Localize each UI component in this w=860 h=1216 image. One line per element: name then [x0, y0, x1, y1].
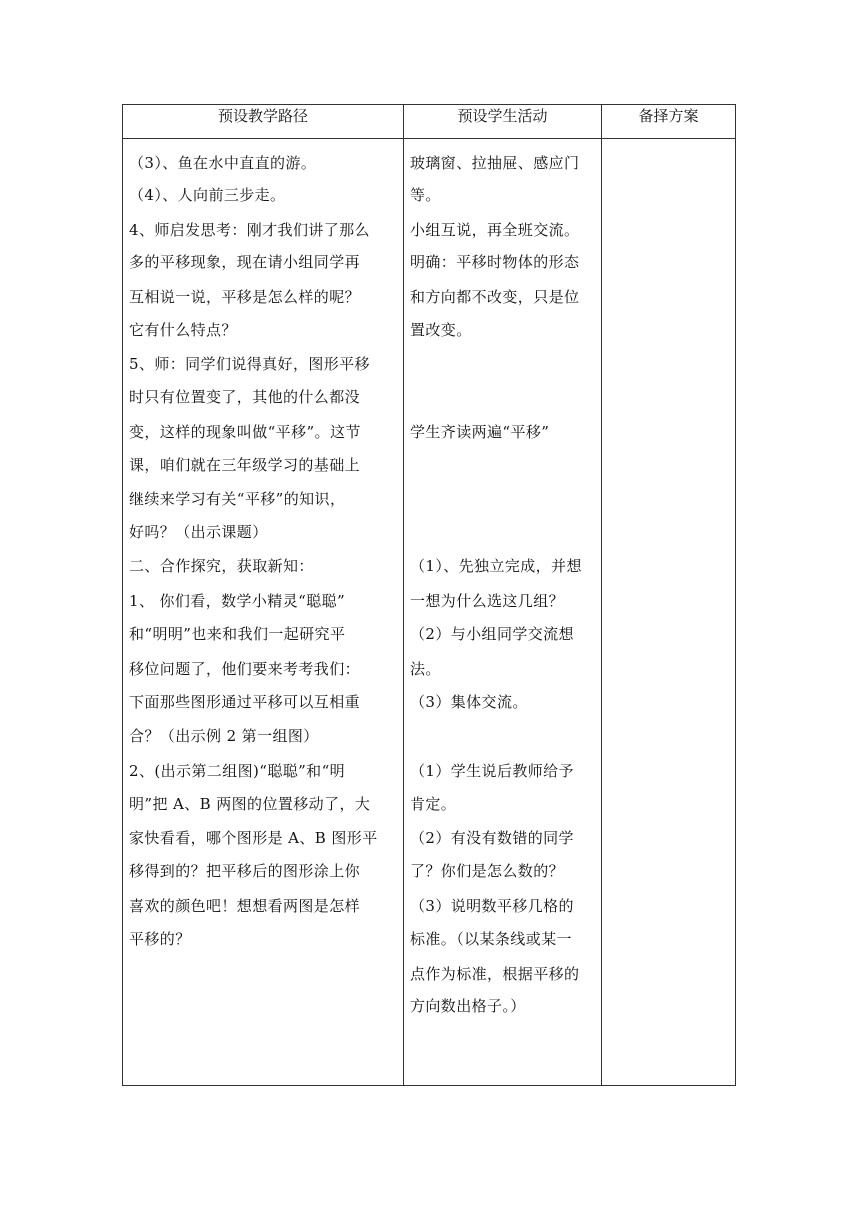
header-teaching-path: 预设教学路径 — [123, 105, 404, 139]
student-activity-line: （1）学生说后教师给予 — [410, 762, 574, 780]
teaching-path-line: 合？（出示例 2 第一组图） — [129, 727, 319, 745]
student-activity-line: （3）集体交流。 — [410, 693, 528, 711]
teaching-path-line: 家快看看，哪个图形是 A、B 图形平 — [129, 829, 378, 847]
student-activity-line: 置改变。 — [410, 321, 472, 339]
header-student-activity: 预设学生活动 — [404, 105, 602, 139]
table-header-row — [123, 105, 736, 139]
student-activity-cell — [404, 139, 602, 1086]
table-body-row — [123, 139, 736, 1086]
student-activity-line: 肯定。 — [410, 795, 457, 813]
student-activity-line: （3）说明数平移几格的 — [410, 897, 574, 915]
teaching-path-line: 多的平移现象，现在请小组同学再 — [129, 253, 361, 271]
teaching-path-line: 1、 你们看，数学小精灵“聪聪” — [129, 592, 346, 610]
teaching-path-line: 4、师启发思考：刚才我们讲了那么 — [129, 221, 370, 239]
teaching-path-line: 喜欢的颜色吧！想想看两图是怎样 — [129, 897, 361, 915]
student-activity-line: 标准。（以某条线或某一 — [410, 930, 572, 948]
teaching-path-line: 5、师：同学们说得真好，图形平移 — [129, 355, 370, 373]
student-activity-line: 和方向都不改变，只是位 — [410, 288, 580, 306]
student-activity-line: 了？你们是怎么数的？ — [410, 862, 565, 880]
teaching-path-line: 它有什么特点？ — [129, 321, 237, 339]
alternative-plan-cell — [602, 139, 736, 1086]
teaching-path-line: 二、合作探究，获取新知： — [129, 557, 314, 575]
teaching-path-line: 平移的？ — [129, 930, 191, 948]
teaching-path-line: 变，这样的现象叫做“平移”。这节 — [129, 423, 361, 441]
teaching-path-line: 互相说一说，平移是怎么样的呢？ — [129, 288, 361, 306]
student-activity-line: 一想为什么选这几组？ — [410, 592, 565, 610]
header-alternative-plan: 备择方案 — [602, 105, 736, 139]
teaching-path-line: 继续来学习有关“平移”的知识， — [129, 490, 346, 508]
teaching-path-line: 明”把 A、B 两图的位置移动了，大 — [129, 795, 371, 813]
student-activity-line: （1）、先独立完成，并想 — [410, 557, 582, 575]
teaching-path-line: 课，咱们就在三年级学习的基础上 — [129, 456, 361, 474]
student-activity-line: 玻璃窗、拉抽屉、感应门 — [410, 154, 580, 172]
student-activity-line: 小组互说，再全班交流。 — [410, 221, 580, 239]
student-activity-line: 学生齐读两遍“平移” — [410, 423, 550, 441]
teaching-path-line: 好吗？（出示课题） — [129, 523, 268, 541]
student-activity-line: （2）有没有数错的同学 — [410, 829, 574, 847]
student-activity-line: 明确：平移时物体的形态 — [410, 253, 580, 271]
teaching-path-line: 移位问题了，他们要来考考我们： — [129, 660, 361, 678]
teaching-path-line: （4）、人向前三步走。 — [129, 186, 286, 204]
lesson-plan-table — [122, 104, 736, 1086]
student-activity-line: 等。 — [410, 186, 441, 204]
student-activity-line: 法。 — [410, 660, 441, 678]
teaching-path-line: 2、(出示第二组图)“聪聪”和“明 — [129, 762, 346, 780]
student-activity-line: 方向数出格子。） — [410, 997, 526, 1015]
teaching-path-line: 时只有位置变了，其他的什么都没 — [129, 388, 361, 406]
student-activity-line: 点作为标准，根据平移的 — [410, 965, 580, 983]
teaching-path-cell — [123, 139, 404, 1086]
teaching-path-line: 和“明明”也来和我们一起研究平 — [129, 625, 346, 643]
teaching-path-line: 下面那些图形通过平移可以互相重 — [129, 693, 361, 711]
teaching-path-line: 移得到的？把平移后的图形涂上你 — [129, 862, 361, 880]
student-activity-line: （2）与小组同学交流想 — [410, 625, 574, 643]
teaching-path-line: （3）、鱼在水中直直的游。 — [129, 154, 317, 172]
